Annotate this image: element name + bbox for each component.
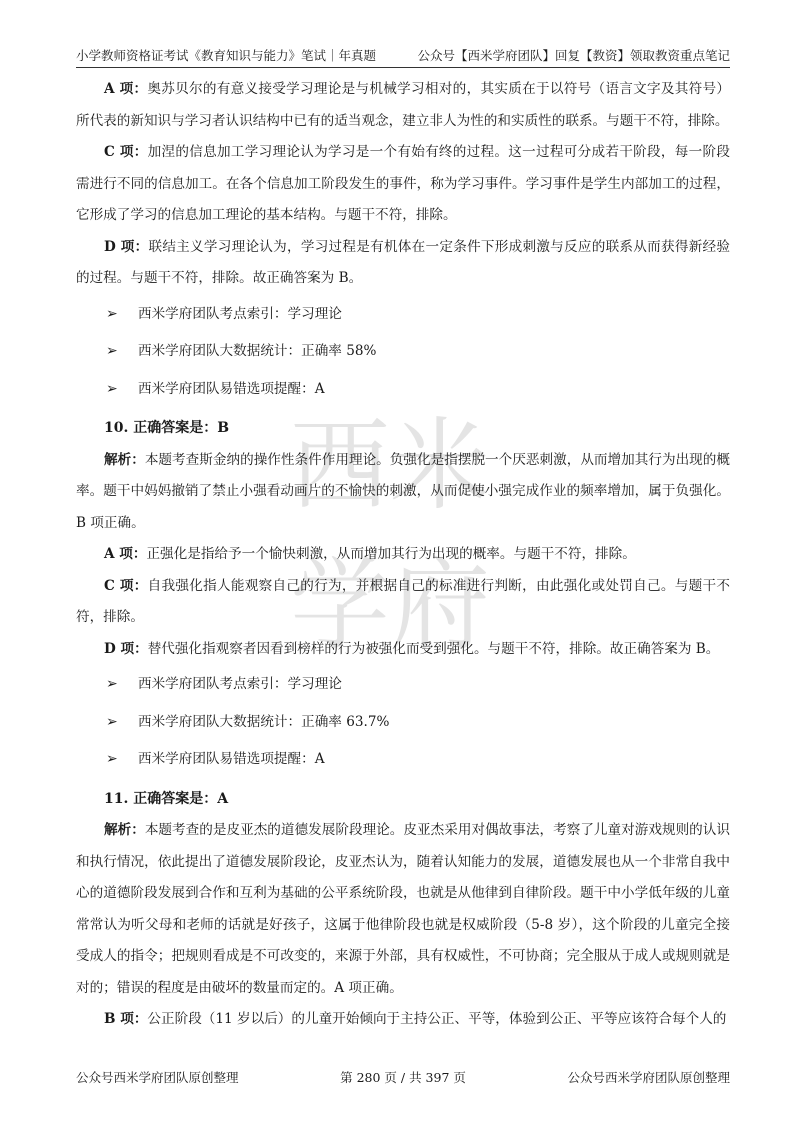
analysis-text: 本题考查斯金纳的操作性条件作用理论。负强化是指摆脱一个厌恶刺激，从而增加其行为出现的概率。题干中妈妈撤销了禁止小强看动画片的不愉快的刺激，从而促使小强完成作业的频率增加，属于负强化。B 项正确。	[76, 451, 730, 531]
bullet-item	[76, 336, 730, 368]
bullet-text: 西米学府团队考点索引：学习理论	[138, 305, 342, 322]
page-number: 第 280 页 / 共 397 页	[340, 1070, 466, 1085]
option-text: 奥苏贝尔的有意义接受学习理论是与机械学习相对的，其实质在于以符号（语言文字及其符号）所代表的新知识与学习者认识结构中已有的适当观念，建立非人为性的和实质性的联系。与题干不符，排除。	[76, 81, 730, 129]
bullet-item	[76, 744, 730, 776]
watermark-char: 学	[290, 547, 390, 664]
watermark-char: 西	[290, 407, 390, 524]
option-text: 公正阶段（11 岁以后）的儿童开始倾向于主持公正、平等，体验到公正、平等应该符合每个人的	[147, 1011, 727, 1027]
q10-option-a	[76, 539, 730, 571]
option-d-explanation	[76, 232, 730, 295]
option-lead: D 项：	[104, 640, 148, 657]
footer-right-text: 公众号西米学府团队原创整理	[567, 1070, 730, 1085]
option-lead: A 项：	[104, 546, 147, 562]
analysis-text: 本题考查的是皮亚杰的道德发展阶段理论。皮亚杰采用对偶故事法，考察了儿童对游戏规则的认识和执行情况，依此提出了道德发展阶段论，皮亚杰认为，随着认知能力的发展，道德发展也从一个非常自我中心的道德阶段发展到合作和互利为基础的公平系统阶段，也就是从他律到自律阶段。题干中小学低年级的儿童常常认为听父母和老师的话就是好孩子，这属于他律阶段也就是权威阶段（5-8 岁），这个阶段的儿童完全接受成人的指令；把规则看成是不可改变的，来源于外部，具有权威性，不可协商；完全服从于成人或规则就是对的；错误的程度是由破坏的数量而定的。A 项正确。	[76, 822, 730, 996]
arrow-bullet-icon: ➢	[106, 343, 118, 359]
bullet-text: 西米学府团队易错选项提醒：A	[138, 751, 325, 767]
analysis-lead: 解析：	[104, 822, 145, 838]
footer-left-text: 公众号西米学府团队原创整理	[76, 1070, 239, 1085]
bullet-item	[76, 299, 730, 331]
q10-option-d	[76, 634, 730, 666]
arrow-bullet-icon: ➢	[106, 713, 118, 730]
option-lead: A 项：	[104, 81, 148, 97]
arrow-bullet-icon: ➢	[106, 380, 118, 397]
option-text: 自我强化指人能观察自己的行为，并根据自己的标准进行判断，由此强化或处罚自己。与题干不符，排除。	[76, 577, 731, 625]
arrow-bullet-icon: ➢	[106, 305, 118, 322]
bullet-text: 西米学府团队大数据统计：正确率 58%	[138, 343, 377, 359]
page-header	[76, 40, 730, 68]
header-right-text: 公众号【西米学府团队】回复【教资】领取教资重点笔记	[417, 48, 730, 63]
analysis-lead: 解析：	[104, 451, 145, 468]
question-11-title: 11. 正确答案是：A	[104, 790, 229, 807]
option-text: 加涅的信息加工学习理论认为学习是一个有始有终的过程。这一过程可分成若干阶段，每一阶段需进行不同的信息加工。在各个信息加工阶段发生的事件，称为学习事件。学习事件是学生内部加工的过程，它形成了学习的信息加工理论的基本结构。与题干不符，排除。	[76, 144, 731, 223]
option-text: 联结主义学习理论认为，学习过程是有机体在一定条件下形成刺激与反应的联系从而获得新经验的过程。与题干不符，排除。故正确答案为 B。	[76, 238, 730, 286]
bullet-text: 西米学府团队考点索引：学习理论	[138, 676, 342, 692]
q11-option-b	[76, 1004, 730, 1036]
option-a-explanation	[76, 74, 730, 137]
arrow-bullet-icon: ➢	[106, 751, 118, 767]
option-text: 正强化是指给予一个愉快刺激，从而增加其行为出现的概率。与题干不符，排除。	[146, 546, 636, 562]
question-10-title: 10. 正确答案是：B	[104, 420, 230, 436]
page-content	[76, 74, 730, 1036]
option-lead: C 项：	[104, 577, 148, 594]
option-lead: B 项：	[104, 1011, 148, 1027]
header-left-text: 小学教师资格证考试《教育知识与能力》笔试｜年真题	[76, 48, 377, 63]
q10-analysis	[76, 445, 730, 540]
option-c-explanation	[76, 137, 730, 232]
watermark-char: 府	[390, 547, 490, 664]
option-lead: C 项：	[104, 144, 148, 160]
q10-option-c	[76, 571, 730, 634]
bullet-text: 西米学府团队易错选项提醒：A	[138, 380, 325, 397]
bullet-item	[76, 669, 730, 701]
bullet-text: 西米学府团队大数据统计：正确率 63.7%	[138, 713, 390, 730]
option-text: 替代强化指观察者因看到榜样的行为被强化而受到强化。与题干不符，排除。故正确答案为 B。	[147, 640, 720, 657]
bullet-item	[76, 374, 730, 406]
watermark-char: 米	[390, 407, 490, 524]
bullet-item	[76, 707, 730, 739]
option-lead: D 项：	[104, 238, 149, 255]
page-footer	[76, 1062, 730, 1092]
q11-analysis	[76, 815, 730, 1004]
arrow-bullet-icon: ➢	[106, 676, 118, 692]
